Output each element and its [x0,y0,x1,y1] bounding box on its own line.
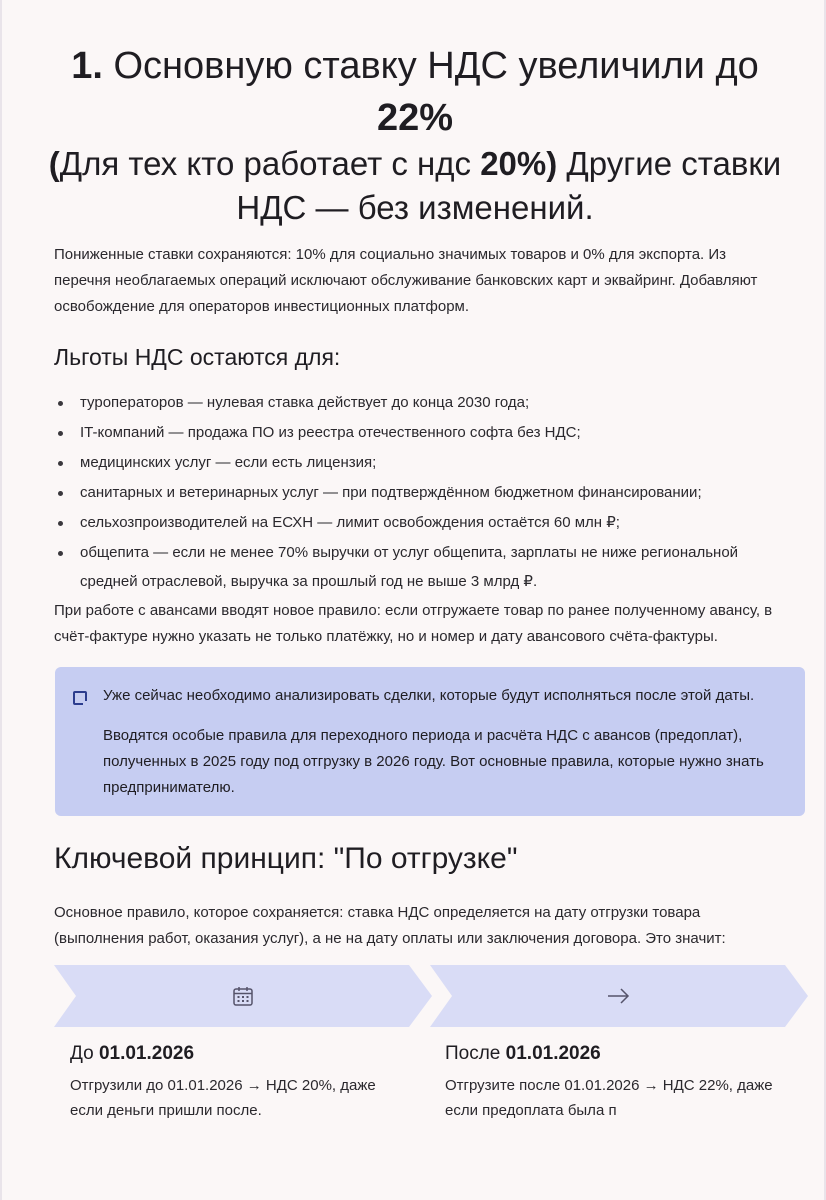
list-item-text: туроператоров — нулевая ставка действует до конца 2030 года; [80,394,530,411]
subtitle-open-paren: ( [48,145,60,182]
list-item-text: IT-компаний — продажа ПО из реестра отечественного софта без НДС; [80,424,581,441]
step-before [54,965,432,1027]
bullet-icon [58,431,63,436]
subtitle-rate: 20%) [480,145,558,182]
title-rate: 22% [376,97,454,139]
list-item-text: медицинских услуг — если есть лицензия; [80,454,377,471]
before-text: Отгрузили до 01.01.2026 → НДС 20%, даже если деньги пришли после. [70,1077,376,1119]
callout-body: Вводятся особые правила для переходного периода и расчёта НДС с авансов (предоплат), полученных в 2025 году под отгрузку в 2026 году. Вот основные правила, которые нужно знать предпринимателю. [103,727,764,796]
arrow-right-icon [606,987,632,1005]
page-title [32,40,798,144]
before-date: 01.01.2026 [98,1043,195,1064]
bullet-icon [58,521,63,526]
step-after [430,965,808,1027]
principle-paragraph: Основное правило, которое сохраняется: ставка НДС определяется на дату отгрузки товара (выполнения работ, оказания услуг), а не на дату оплаты или заключения договора. Это значит: [54,904,726,947]
list-item-text: общепита — если не менее 70% выручки от услуг общепита, зарплаты не ниже региональной средней отраслевой, выручка за прошлый год не выше 3 млрд ₽. [80,544,739,590]
subtitle-text-2: Другие ставки НДС — без изменений. [236,145,782,226]
subtitle-text-1: Для тех кто работает с ндс [59,145,481,182]
list-item [54,538,794,596]
before-label: До [70,1043,99,1064]
list-item [54,508,794,538]
calendar-icon [232,985,254,1007]
intro-paragraph: Пониженные ставки сохраняются: 10% для социально значимых товаров и 0% для экспорта. Из перечня необлагаемых операций исключают обслуживание банковских карт и эквайринг. Добавляют освобождение для операторов инвестиционных платформ. [54,246,758,315]
after-text: Отгрузите после 01.01.2026 → НДС 22%, даже если предоплата была п [445,1077,773,1119]
advance-rule-paragraph: При работе с авансами вводят новое правило: если отгружаете товар по ранее полученному авансу, в счёт-фактуре нужно указать не только платёжку, но и номер и дату авансового счёта-фактуры. [54,602,773,645]
after-label: После [445,1043,506,1064]
before-title [70,1041,194,1067]
note-icon [73,691,87,705]
after-title [445,1041,601,1067]
bullet-icon [58,401,63,406]
list-item [54,478,794,508]
callout-lead: Уже сейчас необходимо анализировать сделки, которые будут исполняться после этой даты. [103,687,755,704]
bullet-icon [58,461,63,466]
principle-heading: Ключевой принцип: "По отгрузке" [54,842,518,875]
bullet-icon [58,551,63,556]
page-subtitle [32,142,798,230]
timeline-steps [54,965,808,1027]
list-item [54,418,794,448]
list-item-text: сельхозпроизводителей на ЕСХН — лимит освобождения остаётся 60 млн ₽; [80,514,620,531]
after-date: 01.01.2026 [505,1043,601,1064]
benefits-list [54,388,794,596]
list-item [54,388,794,418]
title-number: 1. [71,45,103,87]
list-item-text: санитарных и ветеринарных услуг — при подтверждённом бюджетном финансировании; [80,484,702,501]
bullet-icon [58,491,63,496]
info-callout [55,667,805,816]
list-item [54,448,794,478]
title-text: Основную ставку НДС увеличили до [102,45,759,87]
benefits-heading: Льготы НДС остаются для: [54,344,341,370]
